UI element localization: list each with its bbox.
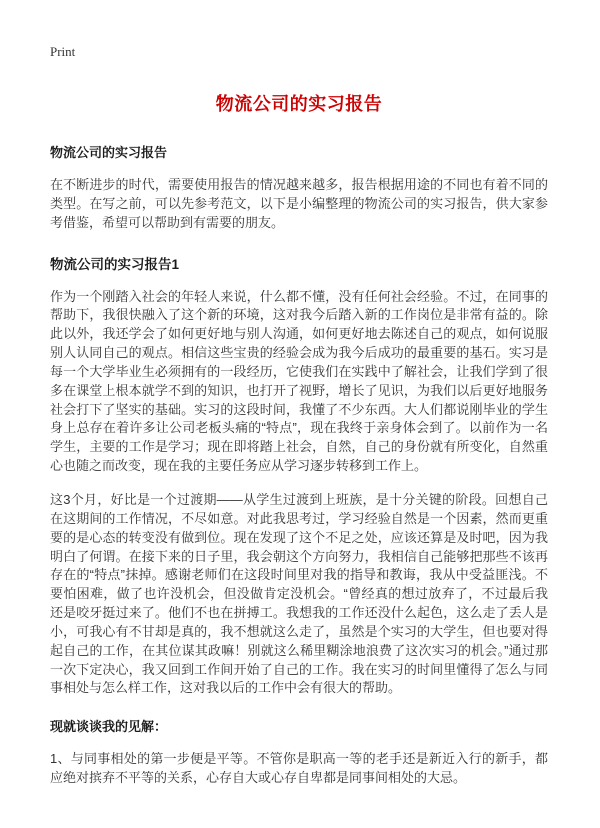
opinions-heading: 现就谈谈我的见解： [50,719,168,735]
body-paragraph-3: 1、与同事相处的第一步便是平等。不管你是职高一等的老手还是新近入行的新手，都应绝对摈弃不平等的关系，心存自大或心存自卑都是同事间相处的大忌。 [50,751,548,786]
intro-paragraph: 在不断进步的时代，需要使用报告的情况越来越多，报告根据用途的不同也有着不同的类型。在写之前，可以先参考范文，以下是小编整理的物流公司的实习报告，供大家参考借鉴，希望可以帮助到有需要的朋友。 [50,177,548,230]
body-paragraph-1: 作为一个刚踏入社会的年轻人来说，什么都不懂，没有任何社会经验。不过，在同事的帮助下，我很快融入了这个新的环境，这对我今后踏入新的工作岗位是非常有益的。除此以外，我还学会了如何更好地与别人沟通，如何更好地去陈述自己的观点，如何说服别人认同自己的观点。相信这些宝贵的经验会成为我今后成功的最重要的基石。实习是每一个大学毕业生必须拥有的一段经历，它使我们在实践中了解社会，让我们学到了很多在课堂上根本就学不到的知识，也打开了视野，增长了见识，为我们以后更好地服务社会打下了坚实的基础。实习的这段时间，我懂了不少东西。大人们都说刚毕业的学生身上总存在着许多让公司老板头痛的“特点”，现在我终于亲身体会到了。以前作为一名学生，主要的工作是学习；现在即将踏上社会，自然，自己的身份就有所变化，自然重心也随之而改变，现在我的主要任务应从学习逐步转移到工作上。 [50,288,548,474]
body-paragraph-2: 这3个月，好比是一个过渡期——从学生过渡到上班族，是十分关键的阶段。回想自己在这期间的工作情况，不尽如意。对此我思考过，学习经验自然是一个因素，然而更重要的是心态的转变没有做到位。现在发现了这个不足之处，应该还算是及时吧，因为我明白了何谓。在接下来的日子里，我会朝这个方向努力，我相信自己能够把那些不该再存在的“特点”抹掉。感谢老师们在这段时间里对我的指导和教诲，我从中受益匪浅。不要怕困难，做了也许没机会，但没做肯定没机会。“曾经真的想过放弃了，不过最后我还是咬牙挺过来了。他们不也在拼搏工。我想我的工作还没什么起色，这么走了丢人是小，可我心有不甘却是真的，我不想就这么走了，虽然是个实习的大学生，但也要对得起自己的工作，在其位谋其政嘛！别就这么稀里糊涂地浪费了这次实习的机会。”通过那一次下定决心，我又回到工作间开始了自己的工作。我在实习的时间里懂得了怎么与同事相处与怎么样工作，这对我以后的工作中会有很大的帮助。 [50,491,548,696]
print-link[interactable]: Print [50,44,76,59]
document-subtitle: 物流公司的实习报告 [50,145,168,160]
section-1-heading: 物流公司的实习报告1 [50,256,180,272]
page-title: 物流公司的实习报告 [215,94,383,114]
